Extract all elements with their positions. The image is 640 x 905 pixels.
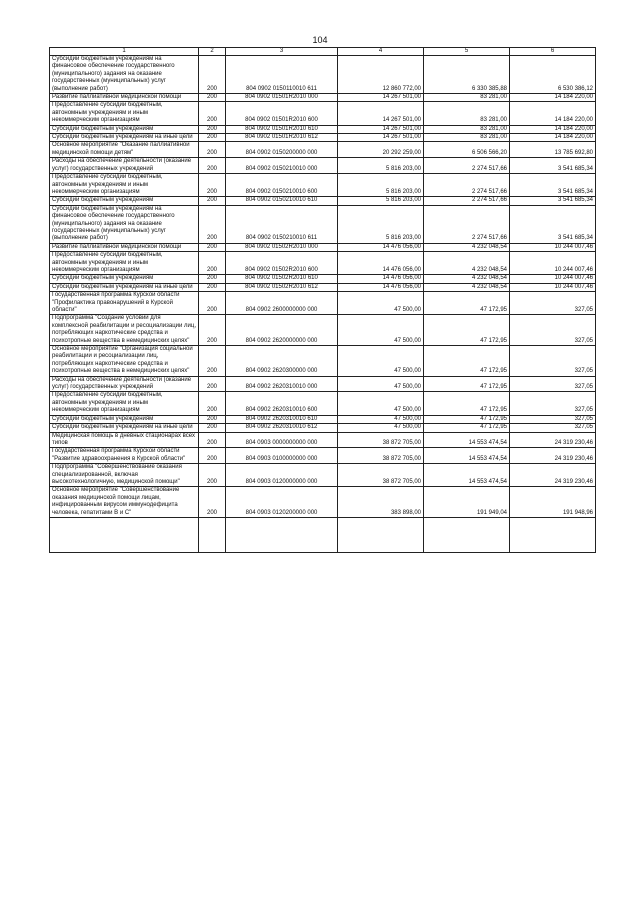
row-value-col6: 191 948,96 bbox=[510, 487, 596, 518]
continuation-cell bbox=[510, 517, 596, 552]
row-name: Расходы на обеспечение деятельности (оказание услуг) государственных учреждений bbox=[50, 376, 199, 392]
table-row bbox=[50, 125, 596, 133]
row-name: Расходы на обеспечение деятельности (оказание услуг) государственных учреждений bbox=[50, 158, 199, 174]
row-name: Медицинская помощь в дневных стационарах всех типов bbox=[50, 432, 199, 448]
row-value-col4: 5 816 203,00 bbox=[338, 158, 424, 174]
row-value-col4: 5 816 203,00 bbox=[338, 174, 424, 197]
row-value-col6: 327,05 bbox=[510, 424, 596, 432]
row-value-col6: 24 319 230,46 bbox=[510, 464, 596, 487]
row-value-col4: 12 860 772,00 bbox=[338, 56, 424, 94]
row-value-col4: 47 500,00 bbox=[338, 392, 424, 415]
continuation-cell bbox=[50, 517, 199, 552]
row-value-col4: 38 872 705,00 bbox=[338, 448, 424, 464]
row-classification-code: 804 0902 01501R2010 612 bbox=[226, 134, 338, 142]
row-value-col5: 2 274 517,66 bbox=[424, 174, 510, 197]
continuation-cell bbox=[338, 517, 424, 552]
row-classification-code: 804 0902 2620300000 000 bbox=[226, 346, 338, 377]
row-value-col6: 327,05 bbox=[510, 315, 596, 346]
row-code: 200 bbox=[199, 283, 226, 291]
row-value-col6: 14 184 220,00 bbox=[510, 134, 596, 142]
row-value-col5: 47 172,95 bbox=[424, 346, 510, 377]
row-value-col4: 47 500,00 bbox=[338, 424, 424, 432]
row-name: Субсидии бюджетным учреждениям на финансовое обеспечение государственного (муниципального) задания на оказание государственных (муниципальных) услуг (выполнение работ) bbox=[50, 205, 199, 243]
table-row bbox=[50, 392, 596, 415]
row-value-col6: 327,05 bbox=[510, 292, 596, 315]
row-value-col6: 14 184 220,00 bbox=[510, 102, 596, 125]
row-value-col5: 14 553 474,54 bbox=[424, 448, 510, 464]
row-value-col5: 47 172,95 bbox=[424, 376, 510, 392]
table-row bbox=[50, 142, 596, 158]
row-value-col6: 3 541 685,34 bbox=[510, 197, 596, 205]
row-value-col5: 47 172,95 bbox=[424, 392, 510, 415]
row-name: Государственная программа Курской области "Развитие здравоохранения в Курской области" bbox=[50, 448, 199, 464]
row-value-col5: 47 172,95 bbox=[424, 415, 510, 423]
row-value-col4: 47 500,00 bbox=[338, 376, 424, 392]
header-row bbox=[50, 48, 596, 56]
row-classification-code: 804 0902 2620000000 000 bbox=[226, 315, 338, 346]
row-code: 200 bbox=[199, 142, 226, 158]
row-code: 200 bbox=[199, 275, 226, 283]
row-code: 200 bbox=[199, 392, 226, 415]
row-value-col4: 38 872 705,00 bbox=[338, 464, 424, 487]
row-value-col4: 14 476 056,00 bbox=[338, 252, 424, 275]
row-classification-code: 804 0902 2600000000 000 bbox=[226, 292, 338, 315]
row-value-col4: 14 476 056,00 bbox=[338, 283, 424, 291]
row-name: Субсидии бюджетным учреждениям bbox=[50, 275, 199, 283]
budget-table bbox=[49, 47, 596, 553]
row-code: 200 bbox=[199, 415, 226, 423]
row-value-col5: 4 232 048,54 bbox=[424, 283, 510, 291]
row-value-col6: 24 319 230,46 bbox=[510, 448, 596, 464]
row-classification-code: 804 0902 2620310010 000 bbox=[226, 376, 338, 392]
table-row bbox=[50, 134, 596, 142]
row-code: 200 bbox=[199, 252, 226, 275]
row-value-col4: 14 267 501,00 bbox=[338, 94, 424, 102]
row-name: Субсидии бюджетным учреждениям bbox=[50, 415, 199, 423]
row-value-col4: 14 267 501,00 bbox=[338, 125, 424, 133]
row-value-col6: 13 785 692,80 bbox=[510, 142, 596, 158]
table-row bbox=[50, 174, 596, 197]
row-code: 200 bbox=[199, 432, 226, 448]
row-value-col5: 47 172,95 bbox=[424, 424, 510, 432]
row-classification-code: 804 0903 0120200000 000 bbox=[226, 487, 338, 518]
row-value-col5: 14 553 474,54 bbox=[424, 464, 510, 487]
row-value-col6: 3 541 685,34 bbox=[510, 205, 596, 243]
row-name: Развитие паллиативной медицинской помощи bbox=[50, 94, 199, 102]
row-classification-code: 804 0902 2620310010 610 bbox=[226, 415, 338, 423]
row-value-col6: 327,05 bbox=[510, 415, 596, 423]
row-code: 200 bbox=[199, 56, 226, 94]
row-value-col6: 24 319 230,46 bbox=[510, 432, 596, 448]
row-value-col5: 4 232 048,54 bbox=[424, 275, 510, 283]
continuation-row bbox=[50, 517, 596, 552]
row-code: 200 bbox=[199, 158, 226, 174]
row-value-col4: 383 898,00 bbox=[338, 487, 424, 518]
header-col-3: 3 bbox=[226, 48, 338, 56]
table-row bbox=[50, 315, 596, 346]
row-value-col4: 38 872 705,00 bbox=[338, 432, 424, 448]
row-classification-code: 804 0903 0120000000 000 bbox=[226, 464, 338, 487]
row-classification-code: 804 0902 0150110010 611 bbox=[226, 56, 338, 94]
continuation-cell bbox=[424, 517, 510, 552]
table-row bbox=[50, 252, 596, 275]
row-classification-code: 804 0902 2620310010 600 bbox=[226, 392, 338, 415]
row-value-col4: 47 500,00 bbox=[338, 415, 424, 423]
row-value-col4: 14 267 501,00 bbox=[338, 102, 424, 125]
row-value-col6: 14 184 220,00 bbox=[510, 125, 596, 133]
table-row bbox=[50, 243, 596, 251]
header-col-4: 4 bbox=[338, 48, 424, 56]
row-value-col6: 327,05 bbox=[510, 392, 596, 415]
row-code: 200 bbox=[199, 464, 226, 487]
row-value-col4: 47 500,00 bbox=[338, 346, 424, 377]
table-row bbox=[50, 94, 596, 102]
row-value-col4: 47 500,00 bbox=[338, 292, 424, 315]
table-row bbox=[50, 464, 596, 487]
row-value-col6: 10 244 007,46 bbox=[510, 252, 596, 275]
row-classification-code: 804 0902 01502R2010 612 bbox=[226, 283, 338, 291]
header-col-6: 6 bbox=[510, 48, 596, 56]
row-value-col4: 5 816 203,00 bbox=[338, 197, 424, 205]
table-row bbox=[50, 292, 596, 315]
row-classification-code: 804 0902 2620310010 612 bbox=[226, 424, 338, 432]
row-value-col6: 10 244 007,46 bbox=[510, 243, 596, 251]
row-value-col5: 6 330 385,88 bbox=[424, 56, 510, 94]
row-name: Субсидии бюджетным учреждениям bbox=[50, 125, 199, 133]
row-name: Предоставление субсидий бюджетным, автономным учреждениям и иным некоммерческим организациям bbox=[50, 102, 199, 125]
table-row bbox=[50, 275, 596, 283]
row-code: 200 bbox=[199, 94, 226, 102]
row-name: Предоставление субсидий бюджетным, автономным учреждениям и иным некоммерческим организациям bbox=[50, 174, 199, 197]
row-classification-code: 804 0902 01501R2010 000 bbox=[226, 94, 338, 102]
row-classification-code: 804 0902 0150210010 000 bbox=[226, 158, 338, 174]
row-value-col6: 3 541 685,34 bbox=[510, 174, 596, 197]
row-value-col5: 83 281,00 bbox=[424, 94, 510, 102]
row-value-col4: 14 476 056,00 bbox=[338, 275, 424, 283]
row-name: Субсидии бюджетным учреждениям на иные цели bbox=[50, 424, 199, 432]
row-code: 200 bbox=[199, 315, 226, 346]
row-value-col4: 5 816 203,00 bbox=[338, 205, 424, 243]
table-row bbox=[50, 102, 596, 125]
row-value-col6: 3 541 685,34 bbox=[510, 158, 596, 174]
row-value-col5: 2 274 517,66 bbox=[424, 197, 510, 205]
row-value-col5: 14 553 474,54 bbox=[424, 432, 510, 448]
table-header bbox=[50, 48, 596, 56]
row-name: Основное мероприятие "Совершенствование оказания медицинской помощи лицам, инфицированным вирусом иммунодефицита человека, гепатитами В и С" bbox=[50, 487, 199, 518]
row-code: 200 bbox=[199, 174, 226, 197]
row-value-col5: 4 232 048,54 bbox=[424, 243, 510, 251]
table-row bbox=[50, 487, 596, 518]
table-row bbox=[50, 448, 596, 464]
continuation-cell bbox=[199, 517, 226, 552]
row-value-col5: 6 506 566,20 bbox=[424, 142, 510, 158]
row-name: Субсидии бюджетным учреждениям на иные цели bbox=[50, 283, 199, 291]
row-value-col5: 4 232 048,54 bbox=[424, 252, 510, 275]
row-name: Подпрограмма "Создание условий для комплексной реабилитации и ресоциализации лиц, потребляющих наркотические средства и психотропные вещества в немедицинских целях" bbox=[50, 315, 199, 346]
row-classification-code: 804 0902 01501R2010 610 bbox=[226, 125, 338, 133]
row-value-col5: 47 172,95 bbox=[424, 315, 510, 346]
table-row bbox=[50, 424, 596, 432]
table-row bbox=[50, 376, 596, 392]
row-code: 200 bbox=[199, 376, 226, 392]
table-row bbox=[50, 205, 596, 243]
row-value-col6: 10 244 007,46 bbox=[510, 283, 596, 291]
row-classification-code: 804 0902 01502R2010 600 bbox=[226, 252, 338, 275]
table-row bbox=[50, 346, 596, 377]
header-col-5: 5 bbox=[424, 48, 510, 56]
row-classification-code: 804 0902 0150210010 610 bbox=[226, 197, 338, 205]
row-value-col6: 327,05 bbox=[510, 376, 596, 392]
row-classification-code: 804 0902 0150210010 611 bbox=[226, 205, 338, 243]
header-col-1: 1 bbox=[50, 48, 199, 56]
row-value-col5: 2 274 517,66 bbox=[424, 158, 510, 174]
row-name: Предоставление субсидий бюджетным, автономным учреждениям и иным некоммерческим организациям bbox=[50, 392, 199, 415]
table-row bbox=[50, 283, 596, 291]
table-row bbox=[50, 415, 596, 423]
row-classification-code: 804 0902 01501R2010 600 bbox=[226, 102, 338, 125]
row-value-col5: 83 281,00 bbox=[424, 102, 510, 125]
row-classification-code: 804 0902 01502R2010 610 bbox=[226, 275, 338, 283]
row-code: 200 bbox=[199, 346, 226, 377]
row-name: Основное мероприятие "Оказание паллиативной медицинской помощи детям" bbox=[50, 142, 199, 158]
page-number: 104 bbox=[312, 35, 328, 45]
row-classification-code: 804 0903 0100000000 000 bbox=[226, 448, 338, 464]
row-code: 200 bbox=[199, 197, 226, 205]
continuation-cell bbox=[226, 517, 338, 552]
row-code: 200 bbox=[199, 292, 226, 315]
row-value-col6: 14 184 220,00 bbox=[510, 94, 596, 102]
row-code: 200 bbox=[199, 448, 226, 464]
row-classification-code: 804 0902 01502R2010 000 bbox=[226, 243, 338, 251]
row-value-col5: 83 281,00 bbox=[424, 125, 510, 133]
row-value-col6: 10 244 007,46 bbox=[510, 275, 596, 283]
row-name: Государственная программа Курской области "Профилактика правонарушений в Курской области" bbox=[50, 292, 199, 315]
row-value-col5: 83 281,00 bbox=[424, 134, 510, 142]
row-code: 200 bbox=[199, 205, 226, 243]
row-name: Субсидии бюджетным учреждениям bbox=[50, 197, 199, 205]
row-value-col4: 14 476 056,00 bbox=[338, 243, 424, 251]
table-body bbox=[50, 56, 596, 553]
row-value-col5: 191 949,04 bbox=[424, 487, 510, 518]
row-classification-code: 804 0903 0000000000 000 bbox=[226, 432, 338, 448]
row-classification-code: 804 0902 0150200000 000 bbox=[226, 142, 338, 158]
row-code: 200 bbox=[199, 134, 226, 142]
row-value-col6: 6 530 386,12 bbox=[510, 56, 596, 94]
row-value-col4: 47 500,00 bbox=[338, 315, 424, 346]
row-code: 200 bbox=[199, 487, 226, 518]
row-name: Субсидии бюджетным учреждениям на иные цели bbox=[50, 134, 199, 142]
row-name: Предоставление субсидий бюджетным, автономным учреждениям и иным некоммерческим организациям bbox=[50, 252, 199, 275]
row-value-col4: 14 267 501,00 bbox=[338, 134, 424, 142]
row-value-col4: 20 292 259,00 bbox=[338, 142, 424, 158]
row-name: Основное мероприятие "Организация социальной реабилитации и ресоциализации лиц, потребляющих наркотические средства и психотропные вещества в немедицинских целях" bbox=[50, 346, 199, 377]
row-code: 200 bbox=[199, 424, 226, 432]
row-code: 200 bbox=[199, 102, 226, 125]
table-row bbox=[50, 197, 596, 205]
row-name: Подпрограмма "Совершенствование оказания специализированной, включая высокотехнологичную, медицинской помощи" bbox=[50, 464, 199, 487]
row-name: Развитие паллиативной медицинской помощи bbox=[50, 243, 199, 251]
row-value-col5: 2 274 517,66 bbox=[424, 205, 510, 243]
table-row bbox=[50, 158, 596, 174]
table-row bbox=[50, 56, 596, 94]
table-row bbox=[50, 432, 596, 448]
row-name: Субсидии бюджетным учреждениям на финансовое обеспечение государственного (муниципального) задания на оказание государственных (муниципальных) услуг (выполнение работ) bbox=[50, 56, 199, 94]
row-code: 200 bbox=[199, 125, 226, 133]
row-code: 200 bbox=[199, 243, 226, 251]
row-value-col5: 47 172,95 bbox=[424, 292, 510, 315]
row-classification-code: 804 0902 0150210010 600 bbox=[226, 174, 338, 197]
row-value-col6: 327,05 bbox=[510, 346, 596, 377]
header-col-2: 2 bbox=[199, 48, 226, 56]
